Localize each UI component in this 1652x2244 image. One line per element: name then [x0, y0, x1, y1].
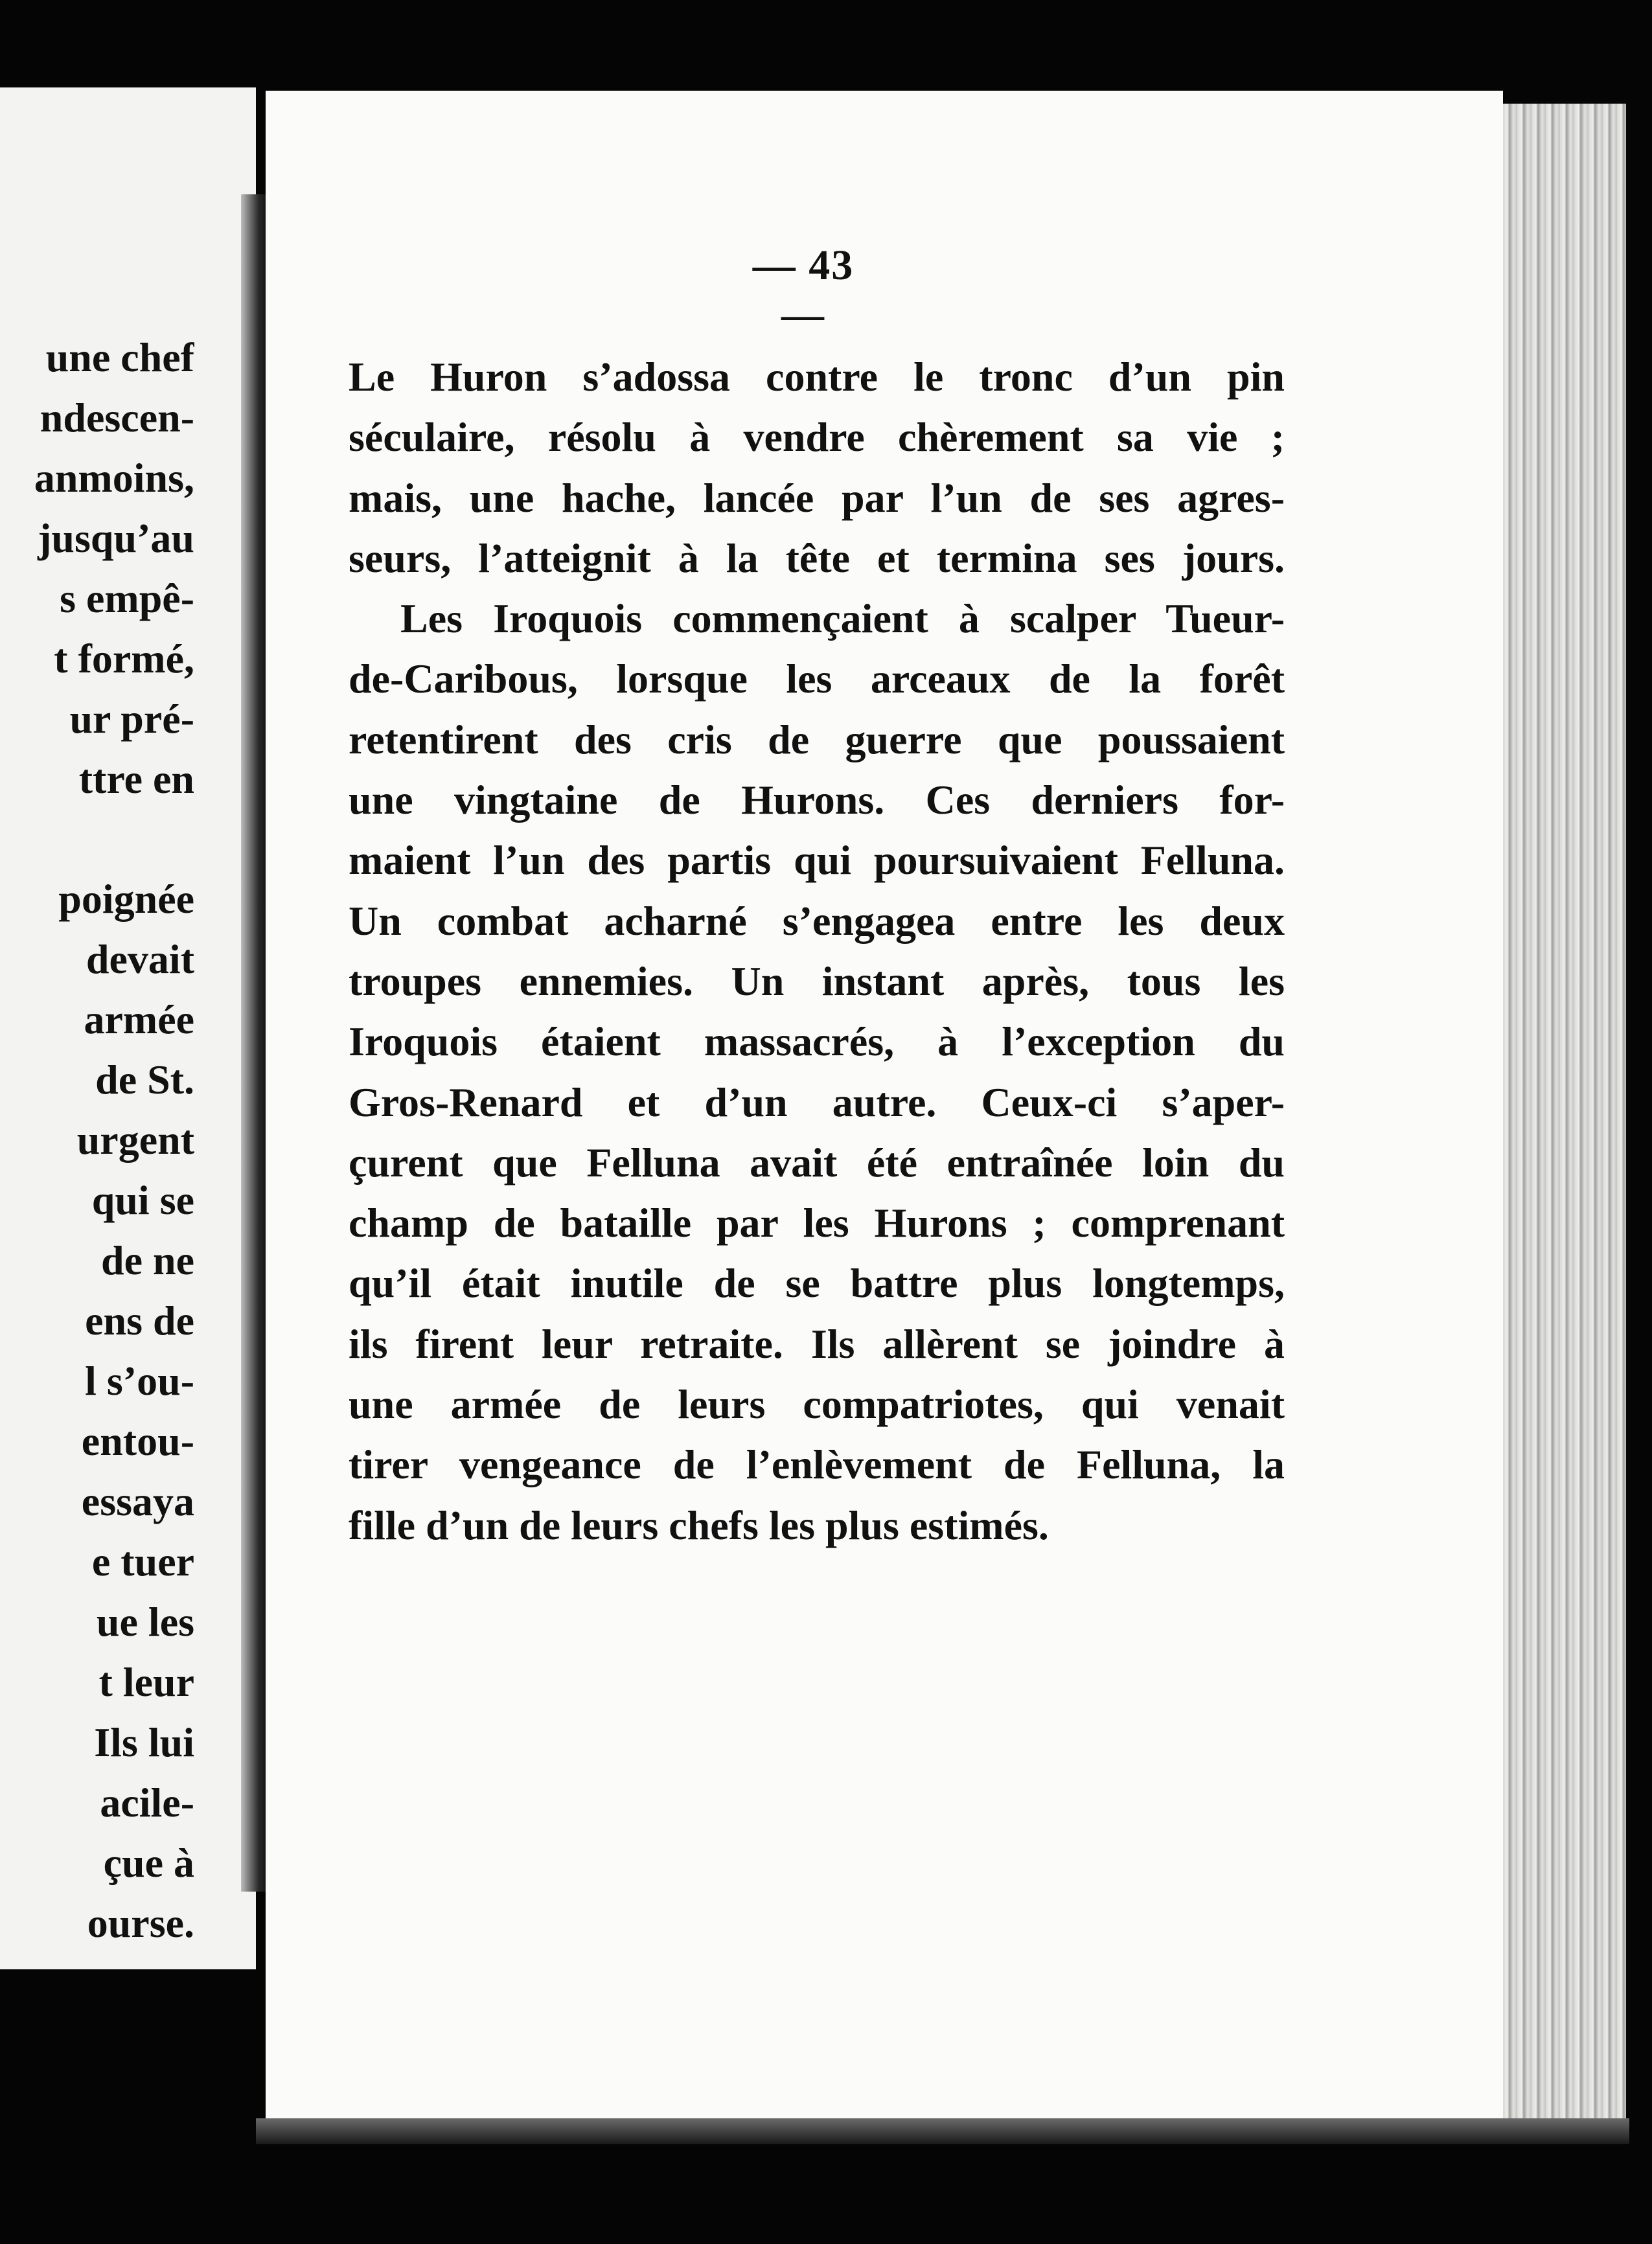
left-line: poignée — [58, 876, 194, 922]
left-line: l s’ou- — [85, 1358, 194, 1404]
left-line: anmoins, — [34, 455, 194, 501]
page-bottom-shadow — [256, 2118, 1629, 2144]
page-edges — [1503, 104, 1626, 2131]
left-line: ue les — [96, 1599, 194, 1645]
body-text — [349, 347, 1285, 1555]
text-line: fille d’un de leurs chefs les plus estimés. — [349, 1502, 1049, 1548]
left-line: ttre en — [78, 756, 194, 802]
text-line: Gros-Renard et d’un autre. Ceux-ci s’aper- — [349, 1079, 1285, 1125]
text-line: ils firent leur retraite. Ils allèrent se joindre à — [349, 1320, 1285, 1367]
left-line: çue à — [103, 1840, 194, 1886]
text-line: seurs, l’atteignit à la tête et termina ses jours. — [349, 534, 1285, 581]
left-line: jusqu’au — [38, 515, 194, 561]
left-line: devait — [86, 936, 194, 982]
left-line: de ne — [101, 1237, 194, 1283]
left-line: e tuer — [91, 1539, 194, 1585]
text-line: mais, une hache, lancée par l’un de ses agres- — [349, 474, 1285, 521]
page-number: — 43 — — [752, 242, 855, 338]
left-line: acile- — [100, 1780, 194, 1826]
text-line: une armée de leurs compatriotes, qui venait — [349, 1381, 1285, 1428]
text-line: Les Iroquois commençaient à scalper Tueur- — [400, 595, 1285, 642]
text-line: Un combat acharné s’engagea entre les deux — [349, 897, 1285, 944]
text-line: séculaire, résolu à vendre chèrement sa vie ; — [349, 414, 1285, 461]
text-line: de-Caribous, lorsque les arceaux de la forêt — [349, 656, 1285, 702]
left-line: urgent — [76, 1117, 194, 1163]
text-line: champ de bataille par les Hurons ; comprenant — [349, 1200, 1285, 1246]
left-line: ndescen- — [40, 395, 194, 441]
left-line: s empê- — [60, 575, 194, 621]
left-line: une chef — [45, 334, 194, 380]
left-line: de St. — [95, 1057, 194, 1103]
text-line: Iroquois étaient massacrés, à l’exception du — [349, 1018, 1285, 1065]
text-line: Le Huron s’adossa contre le tronc d’un pin — [349, 354, 1285, 400]
text-line: tirer vengeance de l’enlèvement de Felluna, la — [349, 1441, 1285, 1488]
left-line: ens de — [85, 1298, 194, 1344]
left-line: t leur — [98, 1659, 194, 1705]
text-line: çurent que Felluna avait été entraînée loin du — [349, 1139, 1285, 1185]
text-line: troupes ennemies. Un instant après, tous les — [349, 957, 1285, 1004]
text-line: une vingtaine de Hurons. Ces derniers for- — [349, 777, 1285, 823]
left-line: qui se — [91, 1177, 194, 1223]
left-line: ourse. — [87, 1900, 194, 1946]
text-line: maient l’un des partis qui poursuivaient Felluna. — [349, 837, 1285, 884]
left-line: t formé, — [54, 635, 194, 681]
left-line: armée — [84, 996, 194, 1042]
text-line: qu’il était inutile de se battre plus longtemps, — [349, 1260, 1285, 1307]
left-line: ur pré- — [69, 696, 194, 742]
left-line: entou- — [81, 1418, 194, 1464]
left-line-gap — [0, 809, 194, 869]
text-line: retentirent des cris de guerre que poussaient — [349, 716, 1285, 762]
left-line: Ils lui — [94, 1719, 194, 1765]
left-page-text — [0, 327, 194, 1953]
left-line: essaya — [81, 1478, 194, 1524]
